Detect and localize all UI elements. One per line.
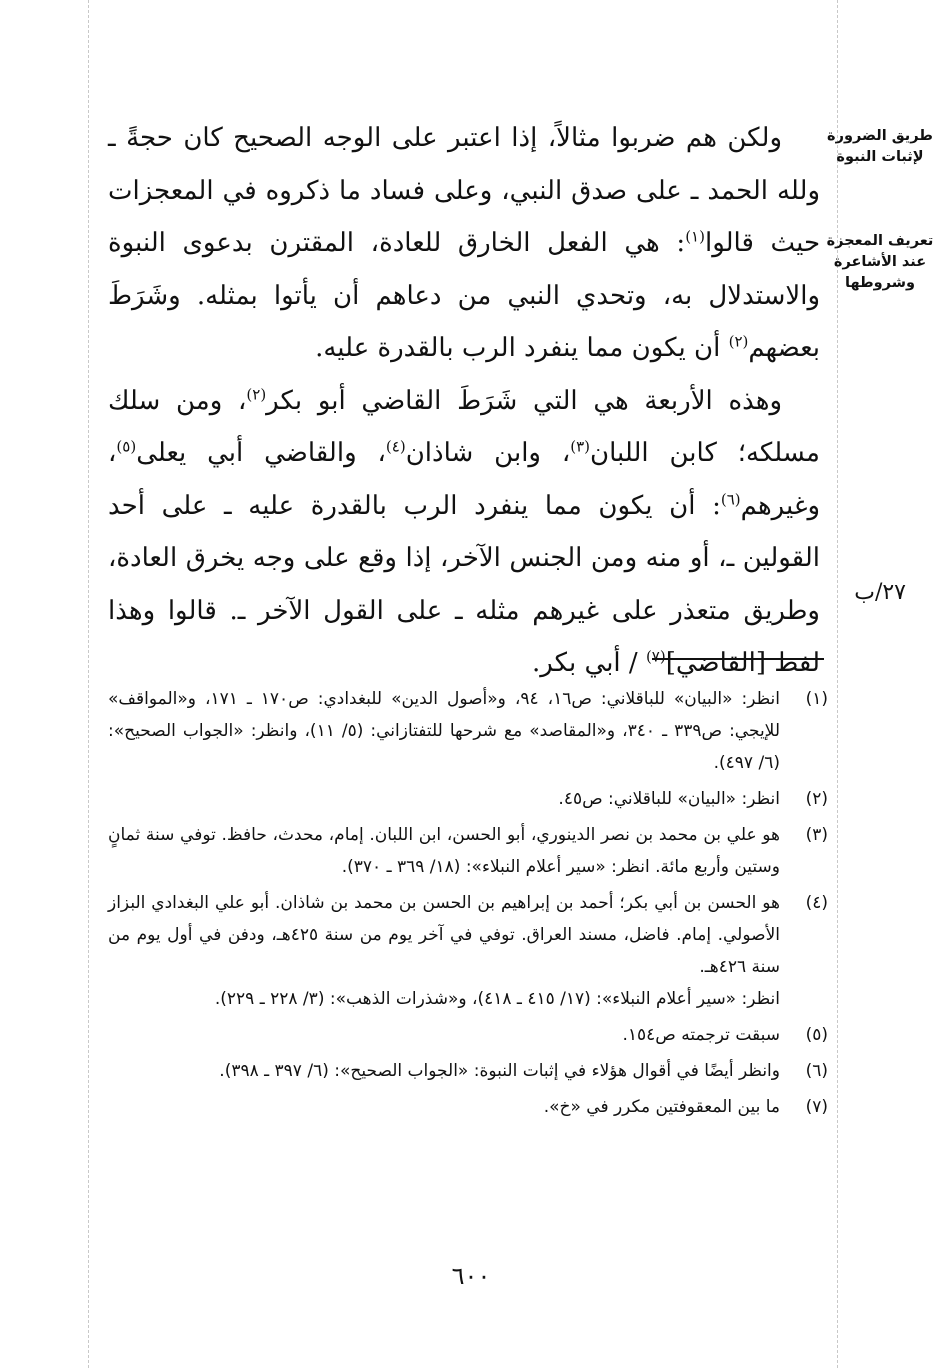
footnote-text: ما بين المعقوفتين مكرر في «خ». — [543, 1097, 780, 1117]
margin-guide-right — [837, 0, 838, 1368]
footnote-number: (٤) — [805, 893, 828, 913]
footnote-number: (٥) — [805, 1025, 828, 1045]
footnote-item — [108, 1091, 828, 1123]
footnote-number: (١) — [805, 689, 828, 709]
footnote-text: انظر: «البيان» للباقلاني: ص١٦، ٩٤، و«أصول الدين» للبغدادي: ص١٧٠ ـ ١٧١، و«المواقف» للإيجي: ص٣٣٩ ـ ٣٤٠، و«المقاصد» مع شرحها للتفتازاني: (٥/ ١١)، وانظر: «الجواب الصحيح»: (٦/ ٤٩٧). — [108, 689, 780, 773]
footnote-number: (٦) — [805, 1061, 828, 1081]
paragraph-1: ولكن هم ضربوا مثالاً، إذا اعتبر على الوجه الصحيح كان حجةً ـ ولله الحمد ـ على صدق النبي، وعلى فساد ما ذكروه في المعجزات حيث قالوا$^{(١)}$: هي الفعل الخارق للعادة، المقترن بدعوى النبوة والاستدلال به، وتحدي النبي من دعاهم أن يأتوا بمثله. وشَرَطَ بعضهم$^{(٢)}$ أن يكون مما ينفرد الرب بالقدرة عليه. — [108, 123, 821, 363]
footnote-text: وانظر أيضًا في أقوال هؤلاء في إثبات النبوة: «الجواب الصحيح»: (٦/ ٣٩٧ ـ ٣٩٨). — [219, 1061, 780, 1081]
footnote-ref[interactable]: (٢) — [246, 384, 267, 403]
footnote-text: هو الحسن بن أبي بكر؛ أحمد بن إبراهيم بن الحسن بن محمد بن شاذان. أبو علي البغدادي البزاز الأصولي. إمام. فاضل، مسند العراق. توفي في آخر يوم من سنة ٤٢٥هـ، ودفن في أول يوم من سنة ٤٢٦هـ. انظر: «سير أعلام النبلاء»: (١٧/ ٤١٥ ـ ٤١٨)، و«شذرات الذهب»: (٣/ ٢٢٨ ـ ٢٢٩). — [108, 893, 780, 1009]
footnote-item — [108, 1055, 828, 1087]
footnote-text: انظر: «البيان» للباقلاني: ص٤٥. — [558, 789, 780, 809]
footnote-text: سبقت ترجمته ص١٥٤. — [622, 1025, 780, 1045]
footnote-ref[interactable]: (٣) — [570, 437, 591, 456]
footnote-item — [108, 783, 828, 815]
footnote-item — [108, 819, 828, 883]
footnote-number: (٢) — [805, 789, 828, 809]
page-number: ٦٠٠ — [451, 1262, 491, 1290]
margin-note-prophethood-proof: طريق الضرورة لإثبات النبوة — [827, 128, 933, 165]
footnote-item — [108, 1019, 828, 1051]
margin-note-miracle-definition: تعريف المعجزة عند الأشاعرة وشروطها — [826, 233, 934, 291]
footnote-ref[interactable]: (٤) — [385, 437, 406, 456]
footnote-separator — [652, 658, 824, 660]
main-text — [108, 112, 820, 690]
footnote-ref[interactable]: (٢) — [728, 332, 749, 351]
footnote-text: هو علي بن محمد بن نصر الدينوري، أبو الحسن، ابن اللبان. إمام، محدث، حافظ. توفي سنة ثمانٍ وستين وأربع مائة. انظر: «سير أعلام النبلاء»: (١٨/ ٣٦٩ ـ ٣٧٠). — [108, 825, 780, 877]
footnote-item — [108, 887, 828, 1015]
footnote-number: (٧) — [805, 1097, 828, 1117]
footnote-ref[interactable]: (٥) — [116, 437, 137, 456]
paragraph-2: وهذه الأربعة هي التي شَرَطَ القاضي أبو بكر$^{(٢)}$، ومن سلك مسلكه؛ كابن اللبان$^{(٣)}$، وابن شاذان$^{(٤)}$، والقاضي أبي يعلى$^{(٥)}$، وغيرهم$^{(٦)}$: أن يكون مما ينفرد الرب بالقدرة عليه ـ على أحد القولين ـ، أو منه ومن الجنس الآخر، إذا وقع على وجه يخرق العادة، وطريق متعذر على غيرهم مثله ـ على القول الآخر ـ. قالوا وهذا لفظ [القاضي]$^{(٧)}$ / أبي بكر. — [108, 384, 820, 678]
footnote-ref[interactable]: (٧) — [645, 647, 666, 666]
footnote-ref[interactable]: (١) — [685, 227, 705, 246]
footnotes — [108, 683, 828, 1127]
folio-marker: ٢٧/ب — [854, 580, 906, 605]
footnote-item — [108, 683, 828, 779]
footnote-ref[interactable]: (٦) — [720, 489, 741, 508]
margin-guide-left — [88, 0, 89, 1368]
footnote-number: (٣) — [805, 825, 828, 845]
